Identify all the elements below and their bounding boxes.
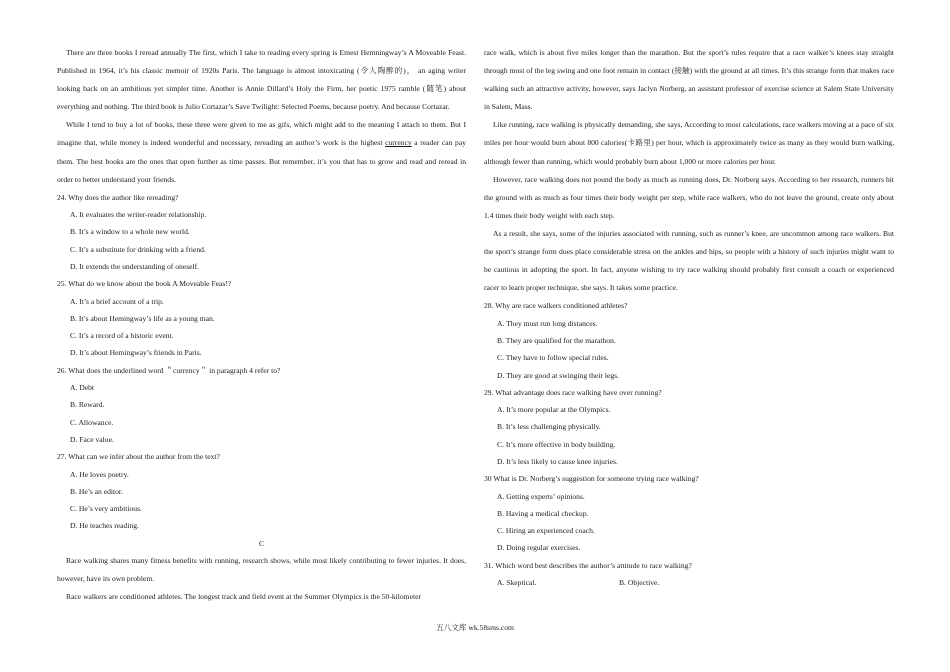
- option-31a: A. Skeptical.: [497, 578, 537, 588]
- option-25d: D. It’s about Hemingway’s friends in Paris.: [70, 348, 202, 358]
- passage-b-paragraph-2: [57, 116, 466, 188]
- question-29: 29. What advantage does race walking have over running?: [484, 387, 662, 397]
- option-30a: A. Getting experts’ opinions.: [497, 491, 585, 501]
- option-27d: D. He teaches reading.: [70, 521, 139, 531]
- passage-c-paragraph-2: Race walkers are conditioned athletes. The longest track and field event at the Summer Olympics is the 50-kilometer: [66, 592, 421, 602]
- option-30c: C. Hiring an experienced coach.: [497, 526, 595, 536]
- passage-c-paragraph-1: Race walking shares many fitness benefits with running, research shows, while most likely contributing to fewer injuries. It does, however, have its own problem.: [57, 555, 466, 584]
- option-26b: B. Reward.: [70, 400, 105, 410]
- option-28a: A. They must run long distances.: [497, 318, 598, 328]
- left-column: [57, 44, 466, 606]
- option-29d: D. It’s less likely to cause knee injuries.: [497, 456, 618, 466]
- option-26c: C. Allowance.: [70, 417, 114, 427]
- option-24d: D. It extends the understanding of oneself.: [70, 261, 200, 271]
- passage-c-paragraph-5: As a result, she says, some of the injuries associated with running, such as runner’s knee, are uncommon among race walkers. But the sport’s strange form does place considerable stress on the ankles and hips, so people with a history of such injuries might want to be cautious in adopting the sport. In fact, anyone wishing to try race walking should probably first consult a coach or experienced racer to learn proper technique, she says. It takes some practice.: [484, 228, 894, 293]
- question-27: 27. What can we infer about the author from the text?: [57, 452, 220, 462]
- option-25b: B. It’s about Hemingway’s life as a young man.: [70, 313, 215, 323]
- option-24c: C. It’s a substitute for drinking with a friend.: [70, 244, 206, 254]
- option-24b: B. It’s a window to a whole new world.: [70, 227, 190, 237]
- passage-c-paragraph-3: Like running, race walking is physically demanding, she says, According to most calculations, race walkers moving at a pace of six miles per hour would burn about 800 calories(卡路里) per hour, which is approximately twice as many as they would burn walking, although fewer than running, which would probably burn about 1,000 or more calories per hour.: [484, 120, 894, 166]
- option-29c: C. It’s more effective in body building.: [497, 439, 616, 449]
- option-25c: C. It’s a record of a historic event.: [70, 331, 174, 341]
- option-29b: B. It’s less challenging physically.: [497, 422, 601, 432]
- question-25: 25. What do we know about the book A Moveable Feas!?: [57, 279, 232, 289]
- option-31b: B. Objective.: [619, 578, 660, 588]
- option-25a: A. It’s a brief account of a trip.: [70, 296, 164, 306]
- passage-c-paragraph-2-continued: race walk, which is about five miles longer than the marathon. But the sport’s rules require that a race walker’s knees stay straight through most of the leg swing and one foot remain in contact (接触) with the ground at all times. It’s this strange form that makes race walking such an attractive activity, however, says Jaclyn Norberg, an assistant professor of exercise science at Salem State University in Salem, Mass.: [484, 48, 894, 112]
- option-24a: A. It evaluates the writer-reader relationship.: [70, 210, 207, 220]
- option-30b: B. Having a medical checkup.: [497, 508, 589, 518]
- question-24: 24. Why does the author like rereading?: [57, 192, 179, 202]
- question-26: 26. What does the underlined word ＂currency＂ in paragraph 4 refer to?: [57, 365, 281, 375]
- question-28: 28. Why are race walkers conditioned athletes?: [484, 301, 628, 311]
- option-27c: C. He’s very ambitious.: [70, 504, 142, 514]
- page-footer-watermark: 五八文库 wk.58sms.com: [436, 623, 514, 632]
- option-30d: D. Doing regular exercises.: [497, 543, 581, 553]
- options-31-row: [484, 574, 894, 591]
- option-28d: D. They are good at swinging their legs.: [497, 370, 619, 380]
- section-heading-c: C: [258, 538, 265, 548]
- option-26a: A. Debt: [70, 383, 95, 393]
- underlined-word-currency: currency: [385, 138, 412, 148]
- paragraph-text: While I tend to buy a lot of books, these three were given to me as gifs, which might add to the meaning I attach to them. But I imagine that, while money is indeed wonderful and necessary, rereading an author’s work is the highest: [57, 120, 466, 148]
- right-column: [484, 44, 894, 591]
- passage-c-paragraph-4: However, race walking does not pound the body as much as running does, Dr. Norberg says. According to her research, runners hit the ground with as much as four times their body weight per step, while race walkers, who do not leave the ground, create only about 1.4 times their body weight with each step.: [484, 174, 894, 220]
- paragraph-text: a reader can pay them. The best books are the ones that open further as time passes. But remember, it’s you that has to grow and read and reread in order to better understand your friends.: [57, 138, 466, 184]
- option-28c: C. They have to follow special rules.: [497, 353, 609, 363]
- option-26d: D. Face value.: [70, 434, 114, 444]
- option-29a: A. It’s more popular at the Olympics.: [497, 405, 611, 415]
- passage-b-paragraph-1: There are three books I reread annually The first, which I take to reading every spring is Emest Hemningway’s A Moveable Feast. Published in 1964, it’s his classic memoir of 1920s Paris. The language is almost intoxicating (令人陶醉的)， an aging writer looking back on an ambitious yet simpler time. Another is Annie Dillard’s Holy the Firm, her poetic 1975 ramble (随笔) about everything and nothing. The third book is Julio Cortazar’s Save Twilight: Selected Poems, because poetry. And because Cortazar.: [57, 48, 466, 112]
- option-28b: B. They are qualified for the marathon.: [497, 335, 616, 345]
- option-27b: B. He’s an editor.: [70, 486, 123, 496]
- question-30: 30 What is Dr. Norberg’s suggestion for someone trying race walking?: [484, 474, 699, 484]
- question-31: 31. Which word best describes the author’s attitude to race walking?: [484, 560, 692, 570]
- option-27a: A. He loves poetry.: [70, 469, 129, 479]
